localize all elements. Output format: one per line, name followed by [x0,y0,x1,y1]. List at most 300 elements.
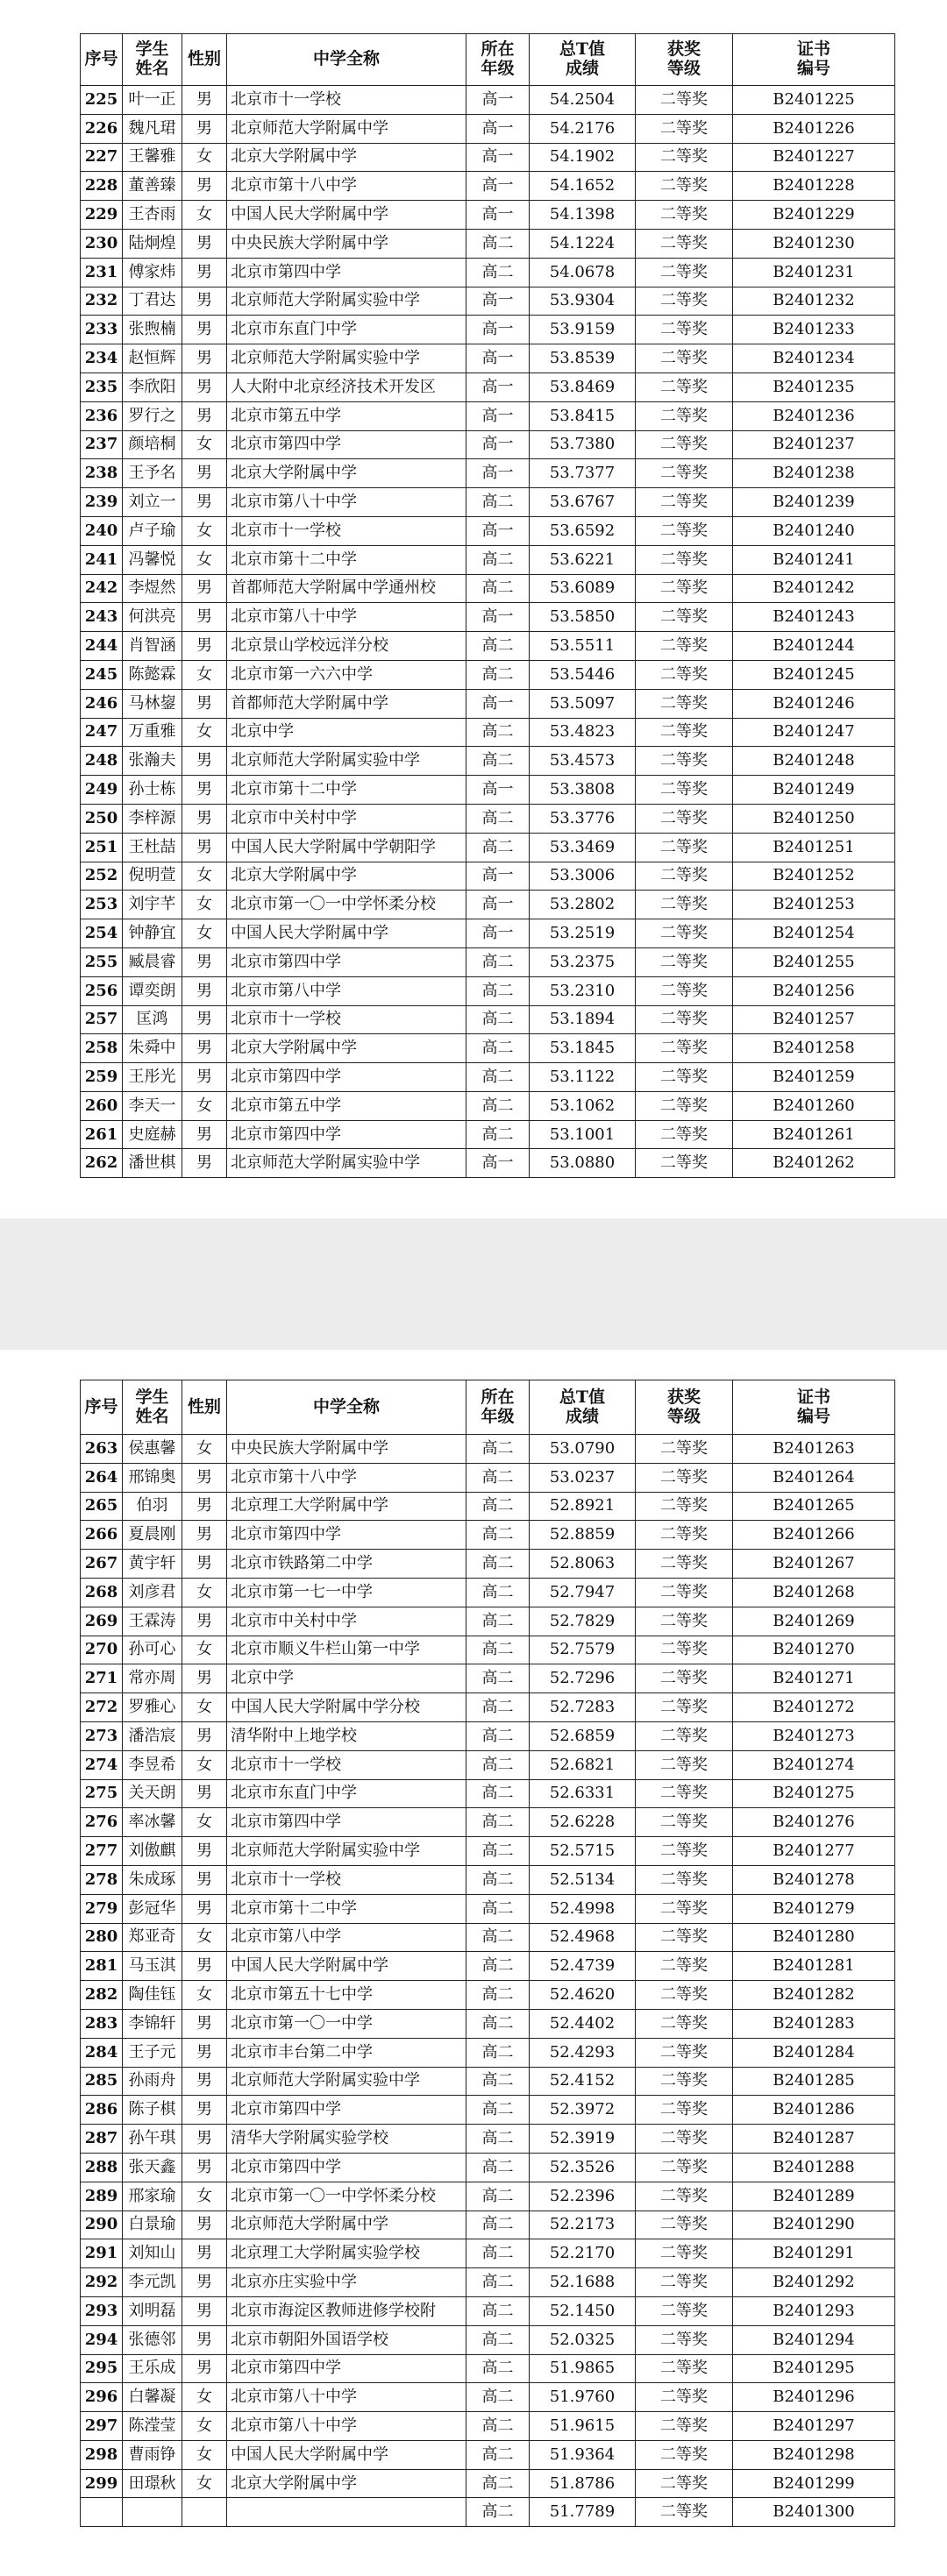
seq-cell: 291 [81,2239,123,2268]
seq-cell: 278 [81,1865,123,1894]
name-cell: 颜培桐 [123,430,182,459]
name-cell: 刘傲麒 [123,1837,182,1866]
name-cell: 陈滢莹 [123,2412,182,2441]
score-cell: 52.1450 [530,2296,636,2325]
grade-cell: 高二 [466,1578,530,1607]
grade-cell: 高二 [466,1435,530,1464]
name-cell: 陈懿霖 [123,660,182,689]
score-cell: 52.0325 [530,2325,636,2354]
gender-cell: 男 [182,1837,227,1866]
award-cell: 二等奖 [636,1435,733,1464]
name-cell: 匡鸿 [123,1005,182,1034]
cert-cell: B2401283 [733,2009,895,2038]
school-cell: 北京师范大学附属中学 [227,2211,466,2239]
name-cell: 孙雨舟 [123,2067,182,2096]
seq-cell: 261 [81,1120,123,1149]
cert-cell: B2401271 [733,1664,895,1693]
name-cell: 肖智涵 [123,632,182,661]
gender-cell: 女 [182,1693,227,1722]
cert-cell: B2401275 [733,1779,895,1808]
cert-cell: B2401232 [733,287,895,316]
grade-cell: 高二 [466,545,530,574]
grade-cell: 高二 [466,2038,530,2067]
school-cell: 北京市第五十七中学 [227,1981,466,2010]
grade-cell: 高二 [466,747,530,776]
seq-cell: 299 [81,2469,123,2498]
school-cell: 北京市顺义牛栏山第一中学 [227,1636,466,1664]
score-cell: 52.4152 [530,2067,636,2096]
school-cell: 中国人民大学附属中学 [227,201,466,230]
name-cell: 刘知山 [123,2239,182,2268]
table-row [81,2412,895,2441]
table-body-page-1 [81,86,895,1178]
award-cell: 二等奖 [636,2469,733,2498]
name-cell: 史庭赫 [123,1120,182,1149]
cert-cell: B2401291 [733,2239,895,2268]
gender-cell: 男 [182,2268,227,2297]
grade-cell: 高二 [466,1091,530,1120]
table-row [81,2383,895,2412]
score-cell: 53.1894 [530,1005,636,1034]
score-cell: 52.7579 [530,1636,636,1664]
table-row [81,2096,895,2125]
school-cell: 北京市东直门中学 [227,1779,466,1808]
name-cell: 李梓源 [123,804,182,833]
seq-cell: 236 [81,401,123,430]
seq-cell: 292 [81,2268,123,2297]
cert-cell: B2401292 [733,2268,895,2297]
grade-cell: 高一 [466,689,530,718]
table-row [81,2038,895,2067]
seq-cell: 272 [81,1693,123,1722]
award-cell: 二等奖 [636,574,733,603]
table-row [81,862,895,891]
cert-cell: B2401277 [733,1837,895,1866]
grade-cell: 高二 [466,1750,530,1779]
name-cell: 张瀚夫 [123,747,182,776]
seq-cell: 271 [81,1664,123,1693]
name-cell: 倪明萱 [123,862,182,891]
award-cell: 二等奖 [636,2239,733,2268]
grade-cell: 高一 [466,401,530,430]
school-cell: 中国人民大学附属中学 [227,1952,466,1981]
cert-cell: B2401236 [733,401,895,430]
seq-cell: 250 [81,804,123,833]
score-cell: 54.2504 [530,86,636,115]
grade-cell: 高二 [466,2009,530,2038]
gender-cell: 女 [182,718,227,747]
score-cell: 54.1652 [530,172,636,201]
award-cell: 二等奖 [636,632,733,661]
score-cell: 53.8469 [530,373,636,401]
cert-cell: B2401286 [733,2096,895,2125]
name-cell: 刘彦君 [123,1578,182,1607]
cert-cell: B2401241 [733,545,895,574]
page-gap [0,1218,947,1350]
gender-cell: 女 [182,1981,227,2010]
school-cell: 北京市第四中学 [227,2096,466,2125]
name-cell: 万重雅 [123,718,182,747]
table-row [81,1808,895,1837]
header-score-line2: 成绩 [565,1406,599,1426]
gender-cell: 男 [182,833,227,862]
cert-cell: B2401281 [733,1952,895,1981]
seq-cell: 245 [81,660,123,689]
name-cell: 王彤光 [123,1063,182,1092]
seq-cell: 233 [81,316,123,344]
table-row [81,660,895,689]
school-cell: 北京中学 [227,718,466,747]
grade-cell: 高二 [466,1808,530,1837]
grade-cell: 高一 [466,201,530,230]
grade-cell: 高一 [466,86,530,115]
seq-cell: 237 [81,430,123,459]
gender-cell: 男 [182,689,227,718]
header-name-line2: 姓名 [135,59,169,78]
school-cell: 清华大学附属实验学校 [227,2125,466,2154]
seq-cell: 244 [81,632,123,661]
header-gender [182,1380,227,1435]
cert-cell: B2401229 [733,201,895,230]
grade-cell: 高一 [466,459,530,488]
award-cell: 二等奖 [636,1808,733,1837]
document-page-1 [0,0,947,1218]
gender-cell: 男 [182,1779,227,1808]
header-cert [733,1380,895,1435]
award-table-page-2 [80,1380,895,2527]
score-cell: 53.9159 [530,316,636,344]
gender-cell: 男 [182,1120,227,1149]
table-row [81,316,895,344]
header-grade-line2: 年级 [481,59,515,78]
score-cell: 52.4739 [530,1952,636,1981]
table-row [81,947,895,976]
gender-cell: 男 [182,2211,227,2239]
cert-cell: B2401257 [733,1005,895,1034]
cert-cell: B2401284 [733,2038,895,2067]
score-cell: 54.1902 [530,143,636,172]
name-cell: 刘立一 [123,488,182,517]
award-cell: 二等奖 [636,430,733,459]
award-cell: 二等奖 [636,1091,733,1120]
school-cell: 北京市东直门中学 [227,316,466,344]
award-cell: 二等奖 [636,545,733,574]
grade-cell: 高二 [466,2211,530,2239]
score-cell: 52.8921 [530,1492,636,1521]
cert-cell: B2401289 [733,2182,895,2211]
name-cell: 王乐成 [123,2354,182,2383]
grade-cell: 高二 [466,1607,530,1636]
table-row [81,1492,895,1521]
gender-cell: 男 [182,86,227,115]
school-cell: 北京市十一学校 [227,516,466,545]
seq-cell: 247 [81,718,123,747]
gender-cell: 男 [182,1550,227,1579]
award-cell: 二等奖 [636,143,733,172]
header-cert-line2: 编号 [796,1406,830,1426]
school-cell: 北京师范大学附属实验中学 [227,2067,466,2096]
cert-cell: B2401250 [733,804,895,833]
school-cell: 北京市十一学校 [227,86,466,115]
gender-cell: 女 [182,1091,227,1120]
name-cell: 丁君达 [123,287,182,316]
score-cell: 53.7380 [530,430,636,459]
school-cell: 北京市第四中学 [227,1808,466,1837]
cert-cell: B2401242 [733,574,895,603]
gender-cell: 男 [182,632,227,661]
gender-cell: 男 [182,1894,227,1923]
gender-cell: 女 [182,2412,227,2441]
table-row [81,2268,895,2297]
table-row [81,459,895,488]
cert-cell: B2401239 [733,488,895,517]
seq-cell: 297 [81,2412,123,2441]
grade-cell: 高二 [466,2067,530,2096]
name-cell: 田璟秋 [123,2469,182,2498]
cert-cell: B2401282 [733,1981,895,2010]
seq-cell: 253 [81,891,123,919]
gender-cell: 男 [182,1865,227,1894]
table-row [81,1463,895,1492]
header-grade-line1: 所在 [481,39,515,60]
cert-cell: B2401276 [733,1808,895,1837]
award-cell: 二等奖 [636,229,733,258]
score-cell: 51.9364 [530,2440,636,2469]
score-cell: 52.8063 [530,1550,636,1579]
name-cell: 关天朗 [123,1779,182,1808]
cert-cell: B2401280 [733,1923,895,1952]
score-cell: 52.5715 [530,1837,636,1866]
school-cell: 北京市第一六六中学 [227,660,466,689]
school-cell: 北京市第四中学 [227,430,466,459]
award-cell: 二等奖 [636,891,733,919]
gender-cell: 男 [182,1063,227,1092]
seq-cell: 274 [81,1750,123,1779]
name-cell: 李欣阳 [123,373,182,401]
grade-cell: 高一 [466,1149,530,1178]
school-cell: 北京市铁路第二中学 [227,1550,466,1579]
cert-cell: B2401293 [733,2296,895,2325]
header-seq-text: 序号 [84,49,118,69]
table-row [81,1435,895,1464]
cert-cell: B2401267 [733,1550,895,1579]
name-cell: 罗雅心 [123,1693,182,1722]
score-cell: 53.1001 [530,1120,636,1149]
header-name-line1: 学生 [135,1387,169,1407]
table-row [81,1636,895,1664]
table-row [81,1837,895,1866]
seq-cell: 294 [81,2325,123,2354]
table-row [81,2440,895,2469]
seq-cell: 226 [81,114,123,143]
school-cell: 中央民族大学附属中学 [227,229,466,258]
seq-cell: 229 [81,201,123,230]
grade-cell: 高二 [466,1034,530,1063]
cert-cell: B2401296 [733,2383,895,2412]
table-row [81,2296,895,2325]
header-school-text: 中学全称 [312,1396,380,1416]
name-cell: 朱舜中 [123,1034,182,1063]
award-cell: 二等奖 [636,776,733,805]
school-cell [227,2498,466,2527]
cert-cell: B2401259 [733,1063,895,1092]
name-cell: 彭冠华 [123,1894,182,1923]
score-cell: 52.5134 [530,1865,636,1894]
grade-cell: 高二 [466,947,530,976]
seq-cell: 264 [81,1463,123,1492]
seq-cell: 273 [81,1721,123,1750]
award-cell: 二等奖 [636,1894,733,1923]
table-row [81,1664,895,1693]
seq-cell: 295 [81,2354,123,2383]
score-cell: 52.7296 [530,1664,636,1693]
award-cell: 二等奖 [636,1149,733,1178]
grade-cell: 高一 [466,891,530,919]
seq-cell: 279 [81,1894,123,1923]
seq-cell: 282 [81,1981,123,2010]
name-cell: 孙午琪 [123,2125,182,2154]
gender-cell: 女 [182,1808,227,1837]
cert-cell: B2401285 [733,2067,895,2096]
gender-cell: 男 [182,2125,227,2154]
name-cell: 潘世棋 [123,1149,182,1178]
name-cell: 卢子瑜 [123,516,182,545]
award-cell: 二等奖 [636,1721,733,1750]
school-cell: 北京市第十八中学 [227,1463,466,1492]
table-row [81,2125,895,2154]
school-cell: 北京师范大学附属实验中学 [227,1149,466,1178]
seq-cell: 240 [81,516,123,545]
seq-cell: 298 [81,2440,123,2469]
score-cell: 52.7283 [530,1693,636,1722]
score-cell: 53.5097 [530,689,636,718]
name-cell: 魏凡珺 [123,114,182,143]
school-cell: 北京市第八十中学 [227,603,466,632]
score-cell: 53.1122 [530,1063,636,1092]
award-cell: 二等奖 [636,114,733,143]
seq-cell: 262 [81,1149,123,1178]
gender-cell: 女 [182,1435,227,1464]
award-cell: 二等奖 [636,660,733,689]
school-cell: 北京师范大学附属实验中学 [227,1837,466,1866]
award-cell: 二等奖 [636,2354,733,2383]
grade-cell: 高二 [466,976,530,1005]
seq-cell: 225 [81,86,123,115]
score-cell: 51.9615 [530,2412,636,2441]
table-row [81,574,895,603]
grade-cell: 高一 [466,287,530,316]
gender-cell: 男 [182,229,227,258]
gender-cell: 女 [182,1923,227,1952]
score-cell: 52.2173 [530,2211,636,2239]
header-score [530,1380,636,1435]
cert-cell: B2401247 [733,718,895,747]
cert-cell: B2401265 [733,1492,895,1521]
school-cell: 北京市第十二中学 [227,1894,466,1923]
grade-cell: 高二 [466,2440,530,2469]
score-cell: 52.6331 [530,1779,636,1808]
seq-cell: 235 [81,373,123,401]
award-cell: 二等奖 [636,2067,733,2096]
table-row [81,86,895,115]
school-cell: 北京景山学校远洋分校 [227,632,466,661]
seq-cell: 242 [81,574,123,603]
header-award [636,34,733,86]
cert-cell: B2401238 [733,459,895,488]
grade-cell: 高二 [466,718,530,747]
name-cell: 曹雨铮 [123,2440,182,2469]
name-cell: 白景瑜 [123,2211,182,2239]
seq-cell: 281 [81,1952,123,1981]
school-cell: 北京市第四中学 [227,2354,466,2383]
award-cell: 二等奖 [636,316,733,344]
cert-cell: B2401248 [733,747,895,776]
gender-cell: 男 [182,603,227,632]
school-cell: 北京亦庄实验中学 [227,2268,466,2297]
cert-cell: B2401270 [733,1636,895,1664]
table-row [81,373,895,401]
cert-cell: B2401300 [733,2498,895,2527]
score-cell: 53.7377 [530,459,636,488]
table-row [81,1607,895,1636]
grade-cell: 高二 [466,1693,530,1722]
school-cell: 北京市第一〇一中学怀柔分校 [227,2182,466,2211]
award-cell: 二等奖 [636,1952,733,1981]
award-cell: 二等奖 [636,373,733,401]
award-cell: 二等奖 [636,2182,733,2211]
gender-cell: 男 [182,2009,227,2038]
gender-cell: 男 [182,344,227,373]
school-cell: 北京市十一学校 [227,1005,466,1034]
grade-cell: 高二 [466,488,530,517]
cert-cell: B2401269 [733,1607,895,1636]
gender-cell: 男 [182,172,227,201]
table-row [81,201,895,230]
school-cell: 北京师范大学附属中学 [227,114,466,143]
school-cell: 中国人民大学附属中学分校 [227,1693,466,1722]
header-grade [466,1380,530,1435]
cert-cell: B2401254 [733,919,895,948]
score-cell: 53.0880 [530,1149,636,1178]
award-cell: 二等奖 [636,2440,733,2469]
score-cell: 53.8539 [530,344,636,373]
table-row [81,833,895,862]
award-cell: 二等奖 [636,1034,733,1063]
gender-cell [182,2498,227,2527]
score-cell: 53.6089 [530,574,636,603]
header-award [636,1380,733,1435]
score-cell: 52.6228 [530,1808,636,1837]
header-school [227,34,466,86]
gender-cell: 男 [182,2038,227,2067]
document-page-2 [0,1350,947,2576]
seq-cell: 296 [81,2383,123,2412]
award-cell: 二等奖 [636,287,733,316]
school-cell: 北京市第四中学 [227,1063,466,1092]
award-cell: 二等奖 [636,2498,733,2527]
grade-cell: 高二 [466,2268,530,2297]
table-row [81,229,895,258]
table-header-row [81,1380,895,1435]
header-award-line2: 等级 [666,1406,701,1426]
table-row [81,2469,895,2498]
school-cell: 北京市第十二中学 [227,545,466,574]
gender-cell: 男 [182,1034,227,1063]
name-cell: 刘宇芊 [123,891,182,919]
gender-cell: 男 [182,401,227,430]
seq-cell: 232 [81,287,123,316]
table-row [81,1894,895,1923]
